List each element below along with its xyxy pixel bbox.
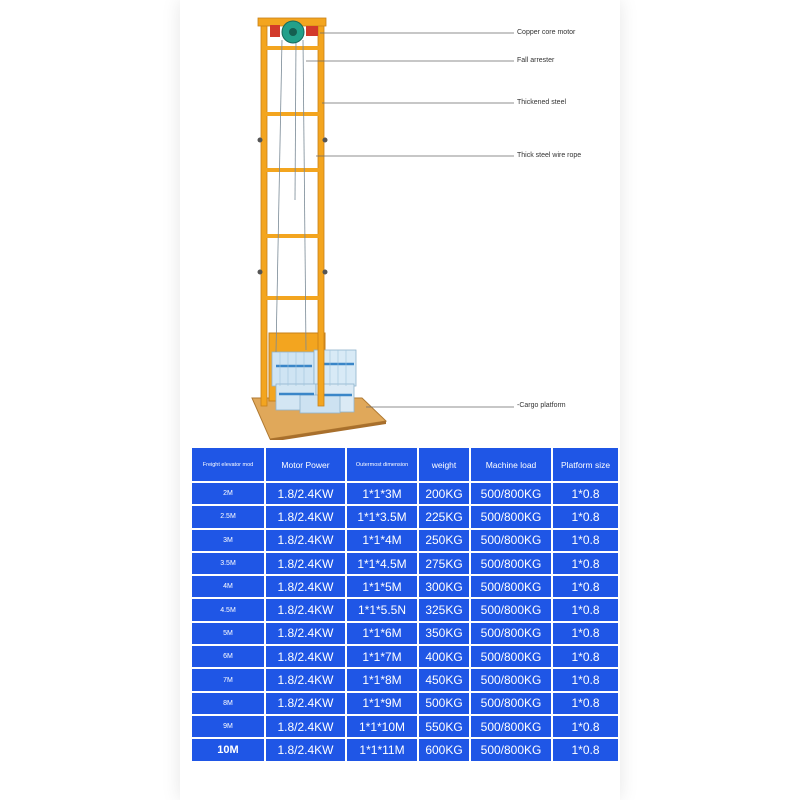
cell-dimension: 1*1*9M [347,693,417,714]
cell-weight: 450KG [419,669,469,690]
table-row [192,669,618,690]
cell-platform-size: 1*0.8 [553,739,618,760]
cell-machine-load: 500/800KG [471,553,551,574]
cell-motor-power: 1.8/2.4KW [266,646,345,667]
cell-dimension: 1*1*4.5M [347,553,417,574]
cell-platform-size: 1*0.8 [553,623,618,644]
cell-weight: 325KG [419,599,469,620]
cell-dimension: 1*1*5.5N [347,599,417,620]
wire-rope [276,40,306,352]
cell-motor-power: 1.8/2.4KW [266,739,345,760]
table-row [192,506,618,527]
header-platform-size: Platform size [553,448,618,481]
header-dimension: Outermost dimension [347,448,417,481]
cell-model: 2.5M [192,506,264,527]
cell-weight: 500KG [419,693,469,714]
cell-motor-power: 1.8/2.4KW [266,599,345,620]
cell-platform-size: 1*0.8 [553,669,618,690]
header-weight: weight [419,448,469,481]
table-row [192,716,618,737]
cell-motor-power: 1.8/2.4KW [266,553,345,574]
cell-model: 7M [192,669,264,690]
cell-machine-load: 500/800KG [471,739,551,760]
table-row [192,483,618,504]
table-row [192,576,618,597]
cell-machine-load: 500/800KG [471,506,551,527]
cell-motor-power: 1.8/2.4KW [266,530,345,551]
callout-fall-arrester: Fall arrester [517,57,555,64]
cell-dimension: 1*1*11M [347,739,417,760]
cell-dimension: 1*1*5M [347,576,417,597]
cell-platform-size: 1*0.8 [553,646,618,667]
cell-weight: 550KG [419,716,469,737]
cell-motor-power: 1.8/2.4KW [266,506,345,527]
cell-model: 4.5M [192,599,264,620]
cell-dimension: 1*1*6M [347,623,417,644]
cell-machine-load: 500/800KG [471,693,551,714]
callout-copper-core-motor: Copper core motor [517,29,576,36]
table-row [192,693,618,714]
cell-machine-load: 500/800KG [471,716,551,737]
cell-platform-size: 1*0.8 [553,553,618,574]
cell-machine-load: 500/800KG [471,530,551,551]
cell-model: 10M [192,739,264,760]
spec-table-body [192,483,618,761]
cell-motor-power: 1.8/2.4KW [266,693,345,714]
cell-platform-size: 1*0.8 [553,716,618,737]
table-row [192,553,618,574]
table-row [192,739,618,760]
callout-thickened-steel: Thickened steel [517,99,567,106]
cell-dimension: 1*1*10M [347,716,417,737]
cell-weight: 400KG [419,646,469,667]
cell-model: 3.5M [192,553,264,574]
cell-dimension: 1*1*3M [347,483,417,504]
cell-weight: 350KG [419,623,469,644]
cell-platform-size: 1*0.8 [553,506,618,527]
cell-model: 3M [192,530,264,551]
cell-motor-power: 1.8/2.4KW [266,716,345,737]
table-header-row [192,448,618,481]
cell-motor-power: 1.8/2.4KW [266,623,345,644]
cell-dimension: 1*1*3.5M [347,506,417,527]
cell-dimension: 1*1*4M [347,530,417,551]
cell-weight: 250KG [419,530,469,551]
cell-machine-load: 500/800KG [471,576,551,597]
cell-machine-load: 500/800KG [471,599,551,620]
header-model: Freight elevator mod [192,448,264,481]
cell-weight: 200KG [419,483,469,504]
cell-weight: 225KG [419,506,469,527]
cell-model: 9M [192,716,264,737]
cell-platform-size: 1*0.8 [553,483,618,504]
cell-machine-load: 500/800KG [471,483,551,504]
cell-motor-power: 1.8/2.4KW [266,483,345,504]
cell-model: 2M [192,483,264,504]
table-row [192,646,618,667]
callout-wire-rope: Thick steel wire rope [517,152,582,159]
cell-platform-size: 1*0.8 [553,576,618,597]
header-machine-load: Machine load [471,448,551,481]
cell-model: 5M [192,623,264,644]
cell-machine-load: 500/800KG [471,669,551,690]
cell-platform-size: 1*0.8 [553,693,618,714]
cell-machine-load: 500/800KG [471,646,551,667]
callout-cargo-platform: -Cargo platform [517,402,566,409]
cell-model: 6M [192,646,264,667]
cell-machine-load: 500/800KG [471,623,551,644]
cell-platform-size: 1*0.8 [553,599,618,620]
header-motor-power: Motor Power [266,448,345,481]
table-row [192,623,618,644]
spec-table [190,446,620,763]
water-bottle-packs [272,350,356,413]
table-row [192,599,618,620]
cell-platform-size: 1*0.8 [553,530,618,551]
cell-motor-power: 1.8/2.4KW [266,576,345,597]
cell-dimension: 1*1*8M [347,669,417,690]
cell-model: 8M [192,693,264,714]
cell-dimension: 1*1*7M [347,646,417,667]
table-row [192,530,618,551]
cell-model: 4M [192,576,264,597]
cell-motor-power: 1.8/2.4KW [266,669,345,690]
cell-weight: 275KG [419,553,469,574]
cell-weight: 300KG [419,576,469,597]
cell-weight: 600KG [419,739,469,760]
